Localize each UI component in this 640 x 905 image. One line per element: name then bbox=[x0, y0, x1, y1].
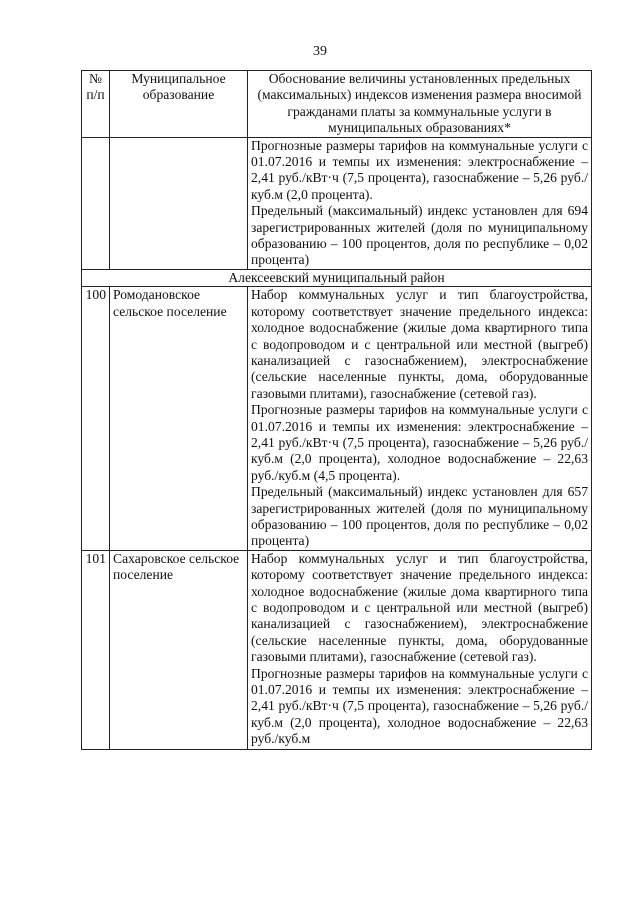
continuation-paragraph: Предельный (максимальный) индекс установлен для 694 зарегистрированных жителей (доля по муниципальному образованию – 100 процентов, доля по республике – 0,02 процента) bbox=[251, 203, 588, 268]
row-paragraph: Прогнозные размеры тарифов на коммунальные услуги с 01.07.2016 и темпы их изменения: электроснабжение – 2,41 руб./кВт·ч (7,5 процента), газоснабжение – 5,26 руб./куб.м (2,0 процента), холодное водоснабжение – 22,63 руб./куб.м (4,5 процента). bbox=[251, 402, 588, 483]
table-header-row bbox=[82, 71, 592, 138]
row-municipality: Сахаровское сельское поселение bbox=[110, 550, 248, 749]
row-description bbox=[248, 550, 592, 749]
district-row bbox=[82, 269, 592, 286]
table-row bbox=[82, 287, 592, 551]
district-heading: Алексеевский муниципальный район bbox=[82, 269, 592, 286]
row-paragraph: Набор коммунальных услуг и тип благоустройства, которому соответствует значение предельного индекса: холодное водоснабжение (жилые дома квартирного типа с водопроводом и с центральной или местной (выгреб) канализацией с газоснабжением), электроснабжение (сельские населенные пункты, дома, оборудованные газовыми плитами), газоснабжение (сетевой газ). bbox=[251, 287, 588, 401]
row-paragraph: Прогнозные размеры тарифов на коммунальные услуги с 01.07.2016 и темпы их изменения: электроснабжение – 2,41 руб./кВт·ч (7,5 процента), газоснабжение – 5,26 руб./куб.м (2,0 процента), холодное водоснабжение – 22,63 руб./куб.м bbox=[251, 665, 588, 747]
page-number: 39 bbox=[313, 44, 327, 59]
row-num: 100 bbox=[82, 287, 110, 551]
row-municipality: Ромодановское сельское поселение bbox=[110, 287, 248, 551]
row-num: 101 bbox=[82, 550, 110, 749]
table-row bbox=[82, 550, 592, 749]
index-table bbox=[81, 70, 592, 750]
header-municipality: Муниципальное образование bbox=[110, 71, 248, 138]
row-paragraph: Предельный (максимальный) индекс установлен для 657 зарегистрированных жителей (доля по муниципальному образованию – 100 процентов, доля по республике – 0,02 процента) bbox=[251, 484, 588, 549]
continuation-row bbox=[82, 137, 592, 269]
continuation-desc-cell bbox=[248, 137, 592, 269]
continuation-paragraph: Прогнозные размеры тарифов на коммунальные услуги с 01.07.2016 и темпы их изменения: электроснабжение – 2,41 руб./кВт·ч (7,5 процента), газоснабжение – 5,26 руб./куб.м (2,0 процента). bbox=[251, 137, 588, 202]
row-description bbox=[248, 287, 592, 551]
continuation-num-cell bbox=[82, 137, 110, 269]
row-paragraph: Набор коммунальных услуг и тип благоустройства, которому соответствует значение предельного индекса: холодное водоснабжение (жилые дома квартирного типа с водопроводом и с центральной или местной (выгреб) канализацией с газоснабжением), электроснабжение (сельские населенные пункты, дома, оборудованные газовыми плитами), газоснабжение (сетевой газ). bbox=[251, 550, 588, 665]
continuation-municipality-cell bbox=[110, 137, 248, 269]
header-justification: Обоснование величины установленных предельных (максимальных) индексов изменения размера вносимой гражданами платы за коммунальные услуги в муниципальных образованиях* bbox=[248, 71, 592, 138]
header-num: № п/п bbox=[82, 71, 110, 138]
